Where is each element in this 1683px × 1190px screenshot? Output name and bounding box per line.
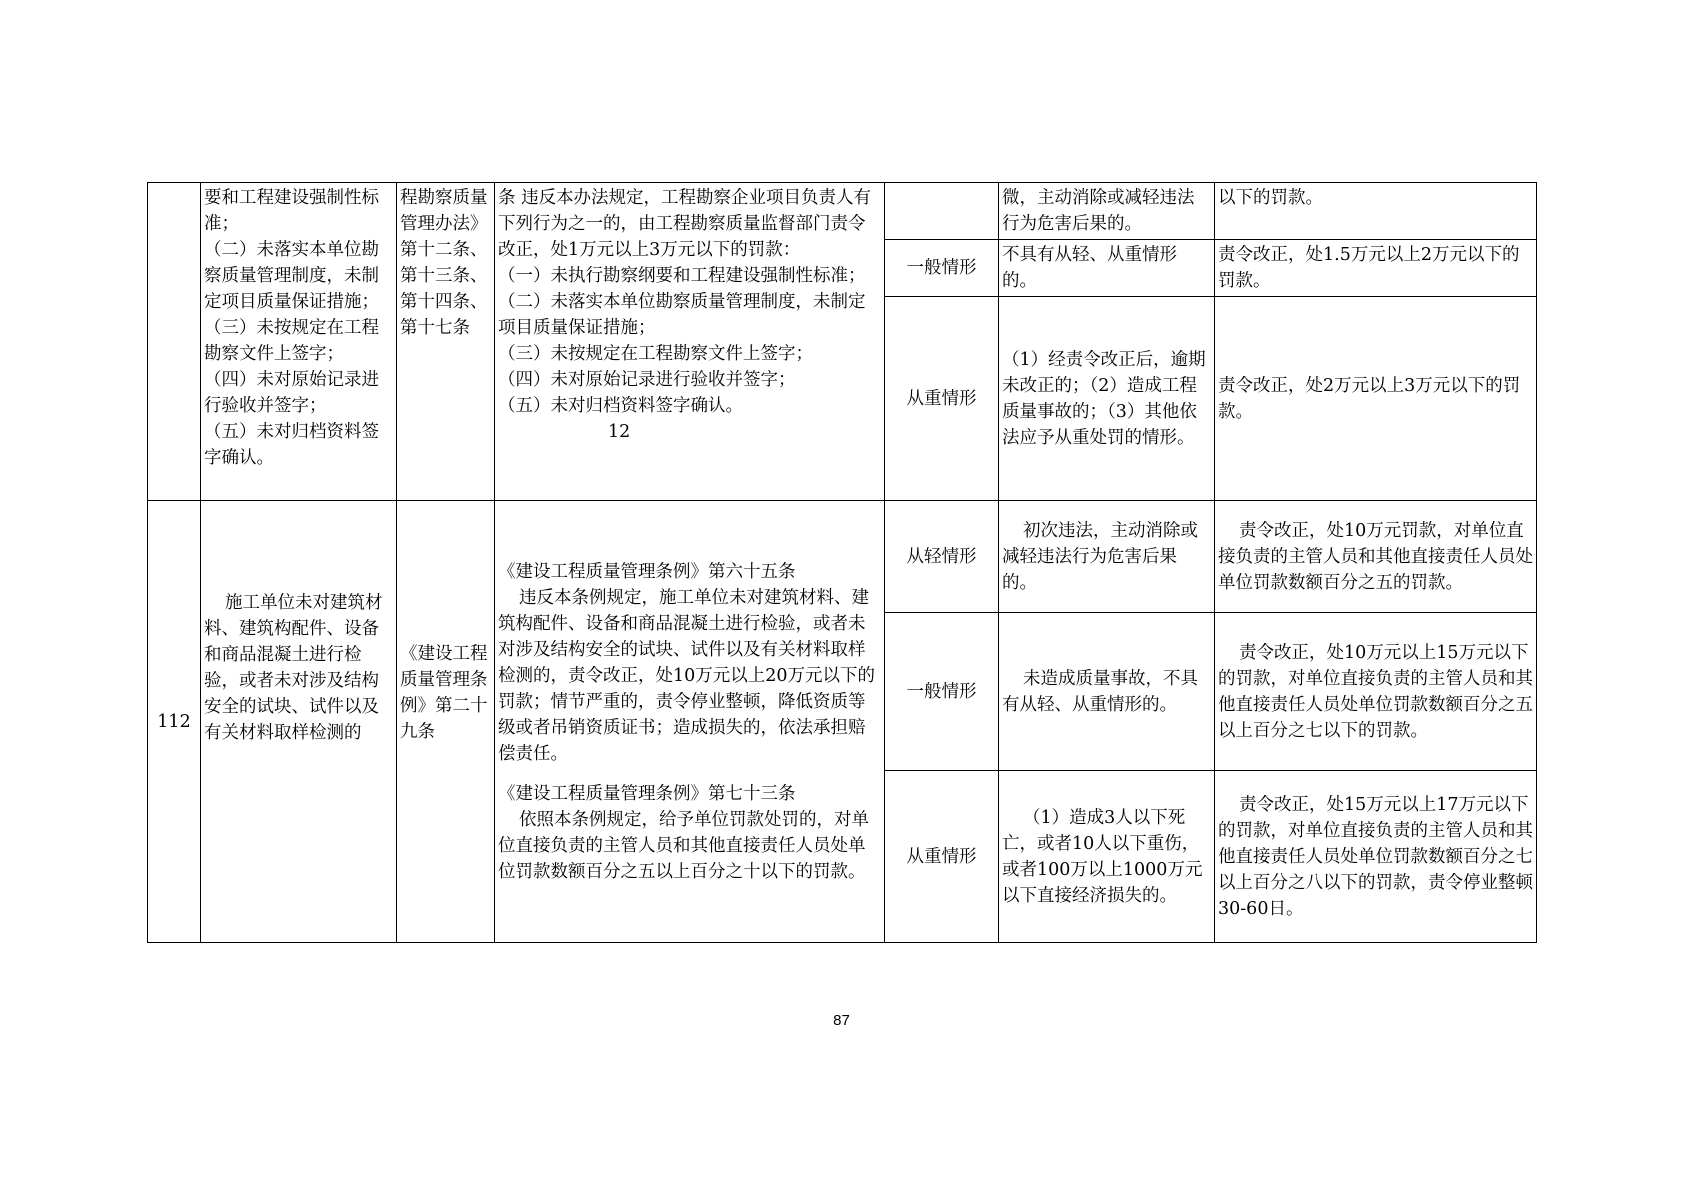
standard-cell: 责令改正，处15万元以上17万元以下的罚款，对单位直接负责的主管人员和其他直接责任人员处单位罚款数额百分之七以上百分之八以下的罚款，责令停业整顿30-60日。	[1215, 771, 1537, 943]
condition-cell: （1）造成3人以下死亡，或者10人以下重伤，或者100万以上1000万元以下直接经济损失的。	[999, 771, 1215, 943]
standard-cell: 责令改正，处1.5万元以上2万元以下的罚款。	[1215, 240, 1537, 297]
penalty-block-text: 违反本条例规定，施工单位未对建筑材料、建筑构配件、设备和商品混凝土进行检验，或者未对涉及结构安全的试块、试件以及有关材料取样检测的，责令改正，处10万元以上20万元以下的罚款；情节严重的，责令停业整顿，降低资质等级或者吊销资质证书；造成损失的，依法承担赔偿责任。	[498, 587, 876, 764]
penalty-block-title: 《建设工程质量管理条例》第七十三条	[498, 783, 796, 804]
condition-cell: 未造成质量事故，不具有从轻、从重情形的。	[999, 613, 1215, 771]
situation-cell: 从重情形	[885, 297, 999, 501]
condition-cell: 不具有从轻、从重情形的。	[999, 240, 1215, 297]
table-row	[148, 183, 1537, 240]
condition-cell: 初次违法，主动消除或减轻违法行为危害后果的。	[999, 501, 1215, 613]
penalty-provision-text: 条 违反本办法规定，工程勘察企业项目负责人有下列行为之一的，由工程勘察质量监督部门责令改正，处1万元以上3万元以下的罚款： （一）未执行勘察纲要和工程建设强制性标准； （二）未落实本单位勘察质量管理制度，未制定项目质量保证措施； （三）未按规定在工程勘察文件上签字； （四）未对原始记录进行验收并签字； （五）未对归档资料签字确认。	[498, 188, 872, 416]
situation-cell: 一般情形	[885, 240, 999, 297]
standard-cell: 责令改正，处10万元以上15万元以下的罚款，对单位直接负责的主管人员和其他直接责任人员处单位罚款数额百分之五以上百分之七以下的罚款。	[1215, 613, 1537, 771]
legal-basis-cell: 《建设工程质量管理条例》第二十九条	[397, 501, 495, 943]
standard-cell: 责令改正，处2万元以上3万元以下的罚款。	[1215, 297, 1537, 501]
violation-behavior-cell: 施工单位未对建筑材料、建筑构配件、设备和商品混凝土进行检验，或者未对涉及结构安全的试块、试件以及有关材料取样检测的	[201, 501, 397, 943]
item-number-cell	[148, 183, 201, 501]
standard-cell: 责令改正，处10万元罚款，对单位直接负责的主管人员和其他直接责任人员处单位罚款数额百分之五的罚款。	[1215, 501, 1537, 613]
situation-cell: 一般情形	[885, 613, 999, 771]
condition-cell: 微，主动消除或减轻违法行为危害后果的。	[999, 183, 1215, 240]
penalty-provision-cell	[495, 501, 885, 943]
table-row	[148, 501, 1537, 613]
penalty-block-title: 《建设工程质量管理条例》第六十五条	[498, 561, 796, 582]
legal-basis-cell: 程勘察质量管理办法》 第十二条、第十三条、第十四条、第十七条	[397, 183, 495, 501]
footer-number: 12	[608, 422, 631, 442]
penalty-provision-cell	[495, 183, 885, 501]
condition-cell: （1）经责令改正后，逾期未改正的；（2）造成工程质量事故的；（3）其他依法应予从重处罚的情形。	[999, 297, 1215, 501]
penalty-standards-table	[147, 182, 1537, 943]
violation-behavior-cell: 要和工程建设强制性标准； （二）未落实本单位勘察质量管理制度，未制定项目质量保证措施； （三）未按规定在工程勘察文件上签字； （四）未对原始记录进行验收并签字； （五）未对归档资料签字确认。	[201, 183, 397, 501]
situation-cell: 从轻情形	[885, 501, 999, 613]
item-number-cell: 112	[148, 501, 201, 943]
penalty-block-text: 依照本条例规定，给予单位罚款处罚的，对单位直接负责的主管人员和其他直接责任人员处单位罚款数额百分之五以上百分之十以下的罚款。	[498, 809, 869, 882]
situation-cell	[885, 183, 999, 240]
situation-cell: 从重情形	[885, 771, 999, 943]
page-number: 87	[833, 1012, 850, 1029]
standard-cell: 以下的罚款。	[1215, 183, 1537, 240]
